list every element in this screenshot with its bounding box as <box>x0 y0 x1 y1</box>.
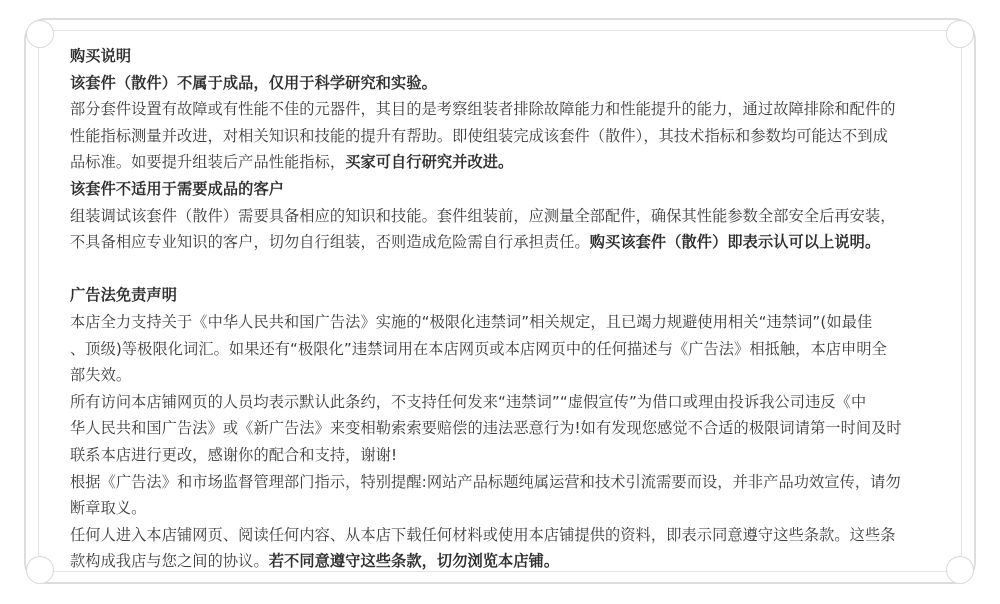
disclaimer-para1-line1: 本店全力支持关于《中华人民共和国广告法》实施的“极限化违禁词”相关规定，且已竭力规避使用相关“违禁词”(如最佳 <box>70 312 873 331</box>
purchase-subheading: 该套件不适用于需要成品的客户 <box>70 179 285 198</box>
purchase-para1-line2: 性能指标测量并改进，对相关知识和技能的提升有帮助。即使组装完成该套件（散件），其技术指标和参数均可能达不到成 <box>70 126 888 145</box>
disclaimer-para3-line2: 断章取义。 <box>70 499 147 518</box>
disclaimer-heading: 广告法免责声明 <box>70 286 178 305</box>
disclaimer-para4-line2 <box>70 548 940 575</box>
corner-ornament-bottom-left <box>26 556 54 584</box>
disclaimer-para4-bold: 若不同意遵守这些条款，切勿浏览本店铺。 <box>268 552 560 571</box>
purchase-para2-bold: 购买该套件（散件）即表示认可以上说明。 <box>589 233 881 252</box>
disclaimer-para2-line1: 所有访问本店铺网页的人员均表示默认此条约，不支持任何发来“违禁词”“虚假宣传”为借口或理由投诉我公司违反《中 <box>70 392 867 411</box>
purchase-para1-bold: 买家可自行研究并改进。 <box>345 153 514 172</box>
disclaimer-para1-line2: 、顶级)等极限化词汇。如果还有“极限化”违禁词用在本店网页或本店网页中的任何描述与《广告法》相抵触，本店申明全 <box>70 339 887 358</box>
purchase-para1-line1: 部分套件设置有故障或有性能不佳的元器件，其目的是考察组装者排除故障能力和性能提升的能力，通过故障排除和配件的 <box>70 100 896 119</box>
purchase-para2-line1: 组装调试该套件（散件）需要具备相应的知识和技能。套件组装前，应测量全部配件，确保其性能参数全部安全后再安装， <box>70 206 896 225</box>
purchase-notice: 该套件（散件）不属于成品，仅用于科学研究和实验。 <box>70 73 437 92</box>
purchase-para1-line3 <box>70 149 940 176</box>
purchase-heading: 购买说明 <box>70 47 132 65</box>
disclaimer-para4-text: 款构成我店与您之间的协议。 <box>70 552 269 571</box>
purchase-para2-text: 不具备相应专业知识的客户，切勿自行组装，否则造成危险需自行承担责任。 <box>70 233 590 252</box>
disclaimer-para1-line3: 部失效。 <box>70 366 132 385</box>
disclaimer-para2-line3: 联系本店进行更改，感谢你的配合和支持，谢谢! <box>70 445 398 464</box>
disclaimer-para4-line1: 任何人进入本店铺网页、阅读任何内容、从本店下载任何材料或使用本店铺提供的资料，即表示同意遵守这些条款。这些条 <box>70 525 896 544</box>
disclaimer-para2-line2: 华人民共和国广告法》或《新广告法》来变相勒索索要赔偿的违法恶意行为!如有发现您感觉不合适的极限词请第一时间及时 <box>70 419 902 438</box>
corner-ornament-top-right <box>946 20 974 48</box>
corner-ornament-bottom-right <box>946 556 974 584</box>
corner-ornament-top-left <box>26 20 54 48</box>
purchase-para2-line2 <box>70 229 940 256</box>
notice-content <box>70 43 940 575</box>
disclaimer-para3-line1: 根据《广告法》和市场监督管理部门指示，特别提醒:网站产品标题纯属运营和技术引流需要而设，并非产品功效宣传，请勿 <box>70 472 901 491</box>
purchase-para1-text: 品标准。如要提升组装后产品性能指标， <box>70 153 346 172</box>
section-gap <box>70 256 940 283</box>
